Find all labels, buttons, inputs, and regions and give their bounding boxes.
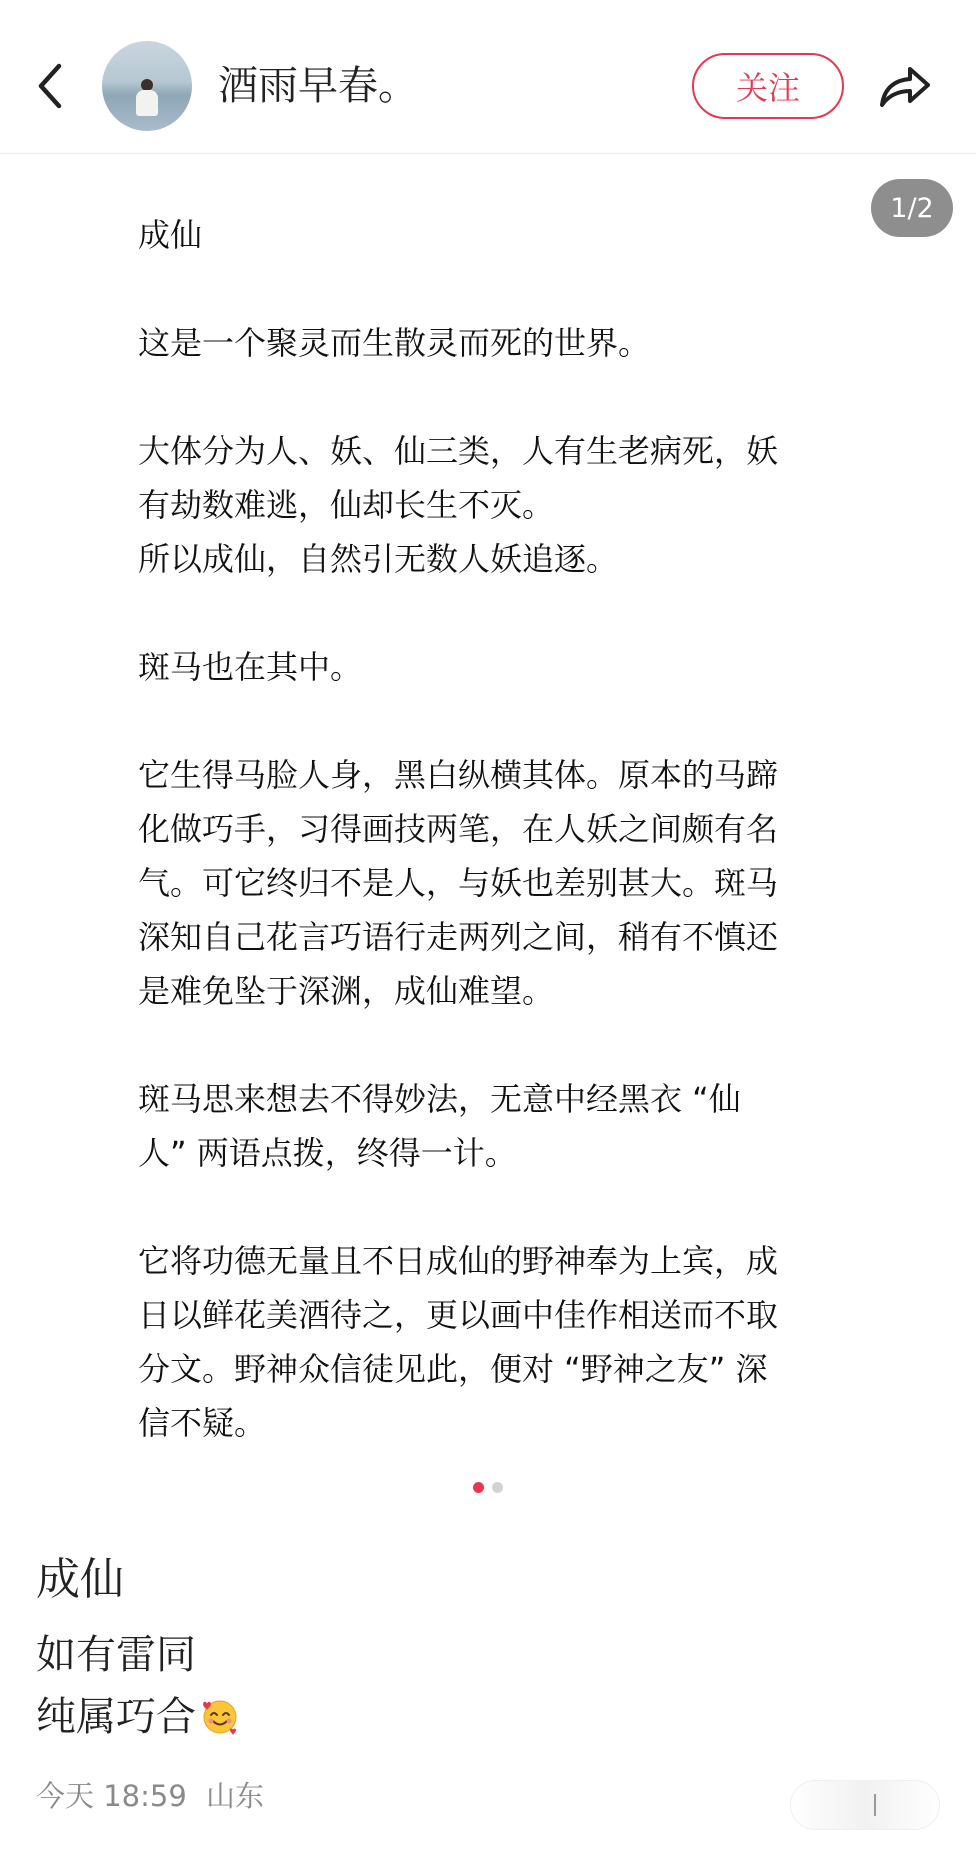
smiling-face-with-hearts-icon <box>200 1696 240 1736</box>
chevron-left-icon <box>35 62 65 110</box>
slide-text-content[interactable] <box>138 208 848 1504</box>
post-location: 山东 <box>206 1779 265 1813</box>
slide-line: 气。可它终归不是人，与妖也差别甚大。斑马 <box>138 864 779 902</box>
carousel-dot[interactable] <box>492 1482 503 1493</box>
slide-line: 大体分为人、妖、仙三类，人有生老病死，妖 <box>138 432 779 470</box>
post-body <box>36 1624 240 1748</box>
slide-line: 化做巧手，习得画技两笔，在人妖之间颇有名 <box>138 810 779 848</box>
avatar[interactable] <box>102 41 192 131</box>
page-indicator: 1/2 <box>871 179 953 237</box>
post-body-text: 纯属巧合 <box>36 1694 196 1740</box>
slide-line: 信不疑。 <box>138 1404 267 1442</box>
slide-paragraph <box>138 1072 848 1180</box>
slide-line: 是难免坠于深渊，成仙难望。 <box>138 972 555 1010</box>
slide-line: 它将功德无量且不日成仙的野神奉为上宾，成 <box>138 1242 779 1280</box>
carousel-dots <box>0 1480 976 1494</box>
avatar-figure-body <box>136 90 158 116</box>
text-cursor <box>874 1794 876 1816</box>
slide-line: 这是一个聚灵而生散灵而死的世界。 <box>138 324 651 362</box>
slide-paragraph <box>138 640 848 694</box>
author-name[interactable]: 酒雨早春。 <box>218 63 418 109</box>
slide-paragraph <box>138 208 848 262</box>
slide-paragraph <box>138 1234 848 1450</box>
slide-line: 斑马思来想去不得妙法，无意中经黑衣 “仙 <box>138 1080 741 1118</box>
slide-line: 它生得马脸人身，黑白纵横其体。原本的马蹄 <box>138 756 779 794</box>
slide-line: 斑马也在其中。 <box>138 648 363 686</box>
slide-line: 日以鲜花美酒待之，更以画中佳作相送而不取 <box>138 1296 779 1334</box>
slide-line: 深知自己花言巧语行走两列之间，稍有不慎还 <box>138 918 779 956</box>
post-title: 成仙 <box>36 1554 124 1605</box>
slide-paragraph <box>138 748 848 1018</box>
slide-line: 分文。野神众信徒见此，便对 “野神之友” 深 <box>138 1350 768 1388</box>
carousel-dot-active[interactable] <box>473 1482 484 1493</box>
post-time: 今天 18:59 <box>36 1779 187 1813</box>
top-bar <box>0 0 976 154</box>
post-meta <box>36 1776 264 1816</box>
slide-line: 人” 两语点拨，终得一计。 <box>138 1134 517 1172</box>
slide-paragraph <box>138 316 848 370</box>
slide-line: 所以成仙，自然引无数人妖追逐。 <box>138 540 619 578</box>
share-button[interactable] <box>874 58 934 114</box>
comment-input-pill[interactable] <box>790 1780 940 1830</box>
post-body-line <box>36 1686 240 1748</box>
follow-button[interactable]: 关注 <box>692 53 844 119</box>
post-body-line: 如有雷同 <box>36 1632 196 1678</box>
back-button[interactable] <box>26 56 74 116</box>
slide-line: 成仙 <box>138 216 203 254</box>
slide-paragraph <box>138 424 848 586</box>
share-arrow-icon <box>876 61 932 111</box>
slide-line: 有劫数难逃，仙却长生不灭。 <box>138 486 555 524</box>
